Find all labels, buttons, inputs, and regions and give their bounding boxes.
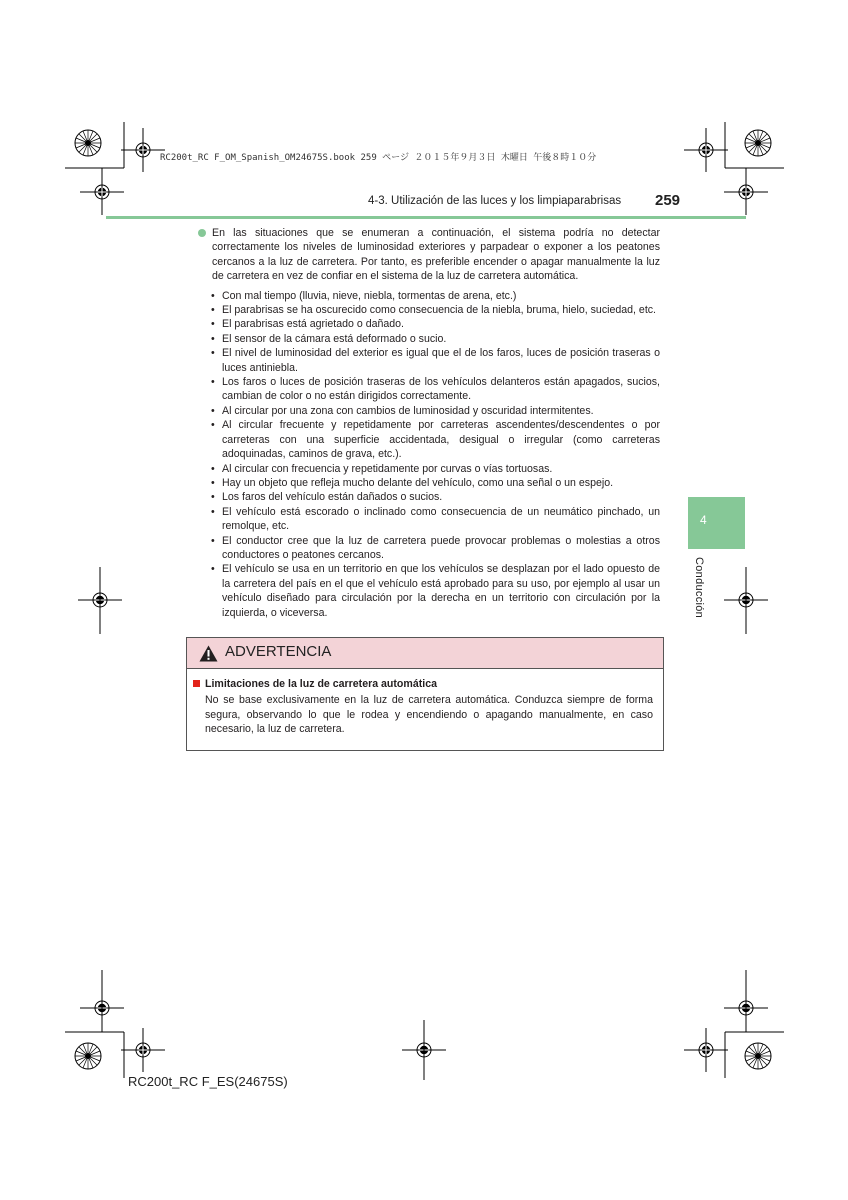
list-item-text: El conductor cree que la luz de carretera puede provocar problemas o molestias a otros conductores o peatones cercanos. — [222, 534, 660, 561]
list-item — [211, 490, 660, 504]
list-item — [211, 332, 660, 346]
list-item-text: Los faros del vehículo están dañados o sucios. — [222, 491, 443, 504]
list-item-text: Al circular con frecuencia y repetidamente por curvas o vías tortuosas. — [222, 462, 553, 475]
conditions-list — [198, 289, 660, 620]
list-item-text: El parabrisas está agrietado o dañado. — [222, 318, 404, 331]
list-item — [211, 346, 660, 375]
list-marker: • — [211, 404, 215, 417]
list-item — [211, 303, 660, 317]
list-item — [211, 317, 660, 331]
main-content — [198, 226, 660, 620]
warning-title: ADVERTENCIA — [225, 643, 332, 660]
registration-mark-icon — [724, 170, 768, 214]
list-marker: • — [211, 376, 215, 389]
list-marker: • — [211, 534, 215, 547]
list-marker: • — [211, 476, 215, 489]
list-marker: • — [211, 332, 215, 345]
registration-mark-icon — [121, 128, 165, 172]
list-item-text: Con mal tiempo (lluvia, nieve, niebla, tormentas de arena, etc.) — [222, 289, 517, 302]
crop-rosette-icon — [745, 1043, 771, 1069]
list-marker: • — [211, 563, 215, 576]
list-marker: • — [211, 505, 215, 518]
list-item — [211, 404, 660, 418]
list-item — [211, 289, 660, 303]
list-item-text: Al circular frecuente y repetidamente por carreteras ascendentes/descendentes o por carreteras con una superficie accidentada, desigual o irregular (como carreteras adoquinadas, caminos de grava, etc.). — [222, 419, 660, 461]
list-marker: • — [211, 462, 215, 475]
intro-text: En las situaciones que se enumeran a continuación, el sistema podría no detectar correctamente los niveles de luminosidad exteriores y parpadear o exponer a los peatones cercanos a la luz de carretera. Por tanto, es preferible encender o apagar manualmente la luz de carretera en vez de confiar en el sistema de la luz de carretera automática. — [212, 227, 660, 283]
header-rule — [106, 216, 746, 219]
chapter-number: 4 — [700, 513, 707, 527]
list-item-text: Al circular por una zona con cambios de luminosidad y oscuridad intermitentes. — [222, 404, 594, 417]
chapter-label: Conducción — [693, 557, 705, 619]
list-marker: • — [211, 318, 215, 331]
list-item-text: El vehículo está escorado o inclinado como consecuencia de un neumático pinchado, un remolque, etc. — [222, 505, 660, 533]
warning-subtitle-text: Limitaciones de la luz de carretera automática — [205, 678, 437, 690]
registration-mark-icon — [80, 170, 124, 214]
warning-box — [186, 637, 664, 751]
green-bullet-icon — [198, 229, 206, 237]
list-item — [211, 562, 660, 620]
registration-mark-icon — [684, 1028, 728, 1072]
page-number: 259 — [655, 192, 681, 209]
list-item — [211, 534, 660, 563]
list-item-text: El nivel de luminosidad del exterior es igual que el de los faros, luces de posición traseras o luces antiniebla. — [222, 347, 660, 374]
warning-body — [187, 669, 663, 737]
list-item — [211, 476, 660, 490]
list-item-text: El parabrisas se ha oscurecido como consecuencia de la niebla, bruma, hielo, suciedad, etc. — [222, 304, 657, 317]
list-marker: • — [211, 419, 215, 432]
red-square-icon — [193, 680, 200, 687]
warning-triangle-icon — [199, 645, 218, 662]
registration-mark-icon — [121, 1028, 165, 1072]
crop-rosette-icon — [745, 130, 771, 156]
list-item — [211, 462, 660, 476]
crop-rosette-icon — [75, 130, 101, 156]
list-item-text: El vehículo se usa en un territorio en que los vehículos se desplazan por el lado opuesto de la carretera del país en el que el vehículo está aprobado para su uso, por ejemplo al usar un vehículo diseñado para circulación por la derecha en un territorio con circulación por la izquierda, o viceversa. — [222, 563, 660, 619]
warning-header — [187, 638, 663, 669]
list-marker: • — [211, 491, 215, 504]
crop-rosette-icon — [75, 1043, 101, 1069]
list-item — [211, 375, 660, 404]
list-marker: • — [211, 304, 215, 317]
registration-mark-icon — [684, 128, 728, 172]
section-title: 4-3. Utilización de las luces y los limpiaparabrisas — [368, 195, 622, 207]
list-item — [211, 505, 660, 534]
list-item-text: Hay un objeto que refleja mucho delante del vehículo, como una señal o un espejo. — [222, 476, 614, 489]
list-item-text: El sensor de la cámara está deformado o sucio. — [222, 332, 447, 345]
warning-text: No se base exclusivamente en la luz de carretera automática. Conduzca siempre de forma segura, observando lo que le rodea y encendiendo o apagando manualmente, en caso necesario, la luz de carretera. — [205, 694, 653, 736]
list-item — [211, 418, 660, 461]
list-item-text: Los faros o luces de posición traseras de los vehículos delanteros están apagados, sucios, cambian de color o no están dirigidos correctamente. — [222, 376, 660, 403]
intro-paragraph — [198, 226, 660, 284]
list-marker: • — [211, 347, 215, 360]
list-marker: • — [211, 289, 215, 302]
print-slug: RC200t_RC F_OM_Spanish_OM24675S.book 259 ページ ２０１５年９月３日 木曜日 午後８時１０分 — [160, 153, 597, 163]
warning-subtitle — [193, 677, 653, 691]
footer-model-code: RC200t_RC F_ES(24675S) — [128, 1074, 288, 1089]
chapter-tab — [688, 497, 745, 549]
